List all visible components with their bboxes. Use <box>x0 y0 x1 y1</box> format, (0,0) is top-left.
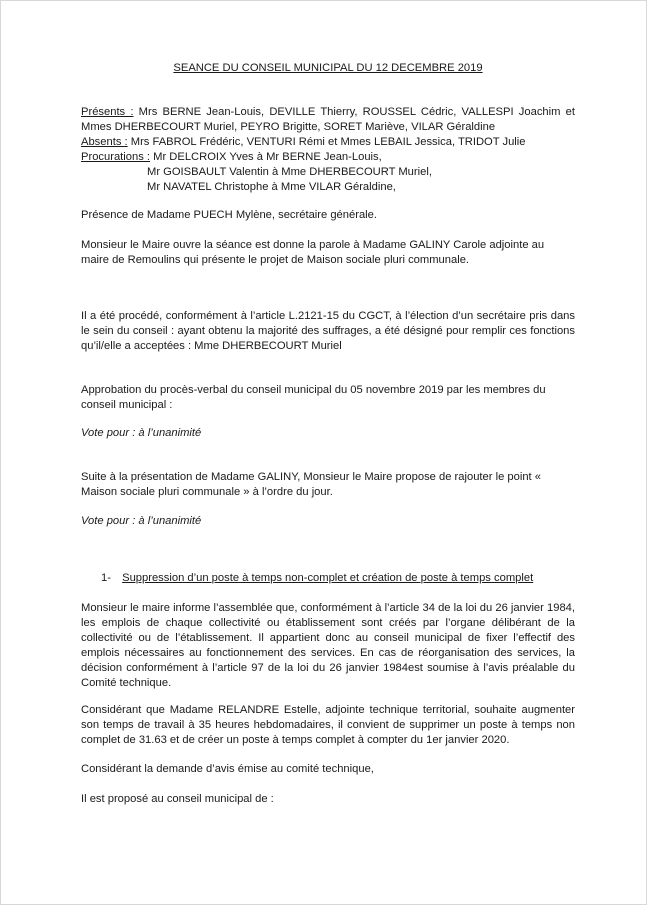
vote-result: Vote pour : à l’unanimité <box>81 515 202 527</box>
body-paragraph: Considérant la demande d’avis émise au comité technique, <box>81 763 374 775</box>
section-heading <box>101 571 533 586</box>
presence-paragraph: Présence de Madame PUECH Mylène, secrétaire générale. <box>81 209 377 221</box>
section-number: 1- <box>101 572 111 584</box>
procurations-paragraph <box>81 150 575 195</box>
body-paragraph: Il est proposé au conseil municipal de : <box>81 793 274 805</box>
body-paragraph: Considérant que Madame RELANDRE Estelle, adjointe technique territorial, souhaite augmenter son temps de travail à 35 heures hebdomadaires, il convient de supprimer un poste à temps non complet de 31.63 et de créer un poste à temps complet à compter du 1er janvier 2020. <box>81 704 575 746</box>
procurations-label: Procurations : <box>81 151 151 163</box>
vote-result: Vote pour : à l’unanimité <box>81 427 202 439</box>
absents-paragraph <box>81 135 575 150</box>
ouverture-paragraph: Monsieur le Maire ouvre la séance est donne la parole à Madame GALINY Carole adjointe au maire de Remoulins qui présente le projet de Maison sociale pluri communale. <box>81 239 545 266</box>
section-title: Suppression d’un poste à temps non-complet et création de poste à temps complet <box>122 572 534 584</box>
presents-label: Présents : <box>81 106 134 118</box>
procuration-item: Mr DELCROIX Yves à Mr BERNE Jean-Louis, <box>150 151 382 163</box>
secretaire-paragraph: Il a été procédé, conformément à l’article L.2121-15 du CGCT, à l’élection d’un secrétaire pris dans le sein du conseil : ayant obtenu la majorité des suffrages, a été désigné pour remplir ces fonctions qu’il/elle a acceptées : Mme DHERBECOURT Muriel <box>81 310 575 352</box>
suite-paragraph: Suite à la présentation de Madame GALINY, Monsieur le Maire propose de rajouter le point « Maison sociale pluri communale » à l’ordre du jour. <box>81 471 541 498</box>
presents-text: Mrs BERNE Jean-Louis, DEVILLE Thierry, ROUSSEL Cédric, VALLESPI Joachim et Mmes DHERBECOURT Muriel, PEYRO Brigitte, SORET Mariève, VILAR Géraldine <box>81 106 575 133</box>
body-paragraph: Monsieur le maire informe l’assemblée que, conformément à l’article 34 de la loi du 26 janvier 1984, les emplois de chaque collectivité ou établissement sont créés par l’organe délibérant de la collectivité ou de l’établissement. Il appartient donc au conseil municipal de fixer l’effectif des emplois nécessaires au fonctionnement des services. En cas de réorganisation des services, la décision conformément à l’article 97 de la loi du 26 janvier 1984est soumise à l’avis préalable du Comité technique. <box>81 602 575 689</box>
procuration-item: Mr NAVATEL Christophe à Mme VILAR Géraldine, <box>147 181 396 193</box>
absents-text: Mrs FABROL Frédéric, VENTURI Rémi et Mmes LEBAIL Jessica, TRIDOT Julie <box>127 136 526 148</box>
approbation-paragraph: Approbation du procès-verbal du conseil municipal du 05 novembre 2019 par les membres du conseil municipal : <box>81 384 546 411</box>
document-title: SEANCE DU CONSEIL MUNICIPAL DU 12 DECEMBRE 2019 <box>173 62 483 74</box>
absents-label: Absents : <box>81 136 128 148</box>
presents-paragraph <box>81 105 575 135</box>
procuration-item: Mr GOISBAULT Valentin à Mme DHERBECOURT Muriel, <box>147 166 432 178</box>
